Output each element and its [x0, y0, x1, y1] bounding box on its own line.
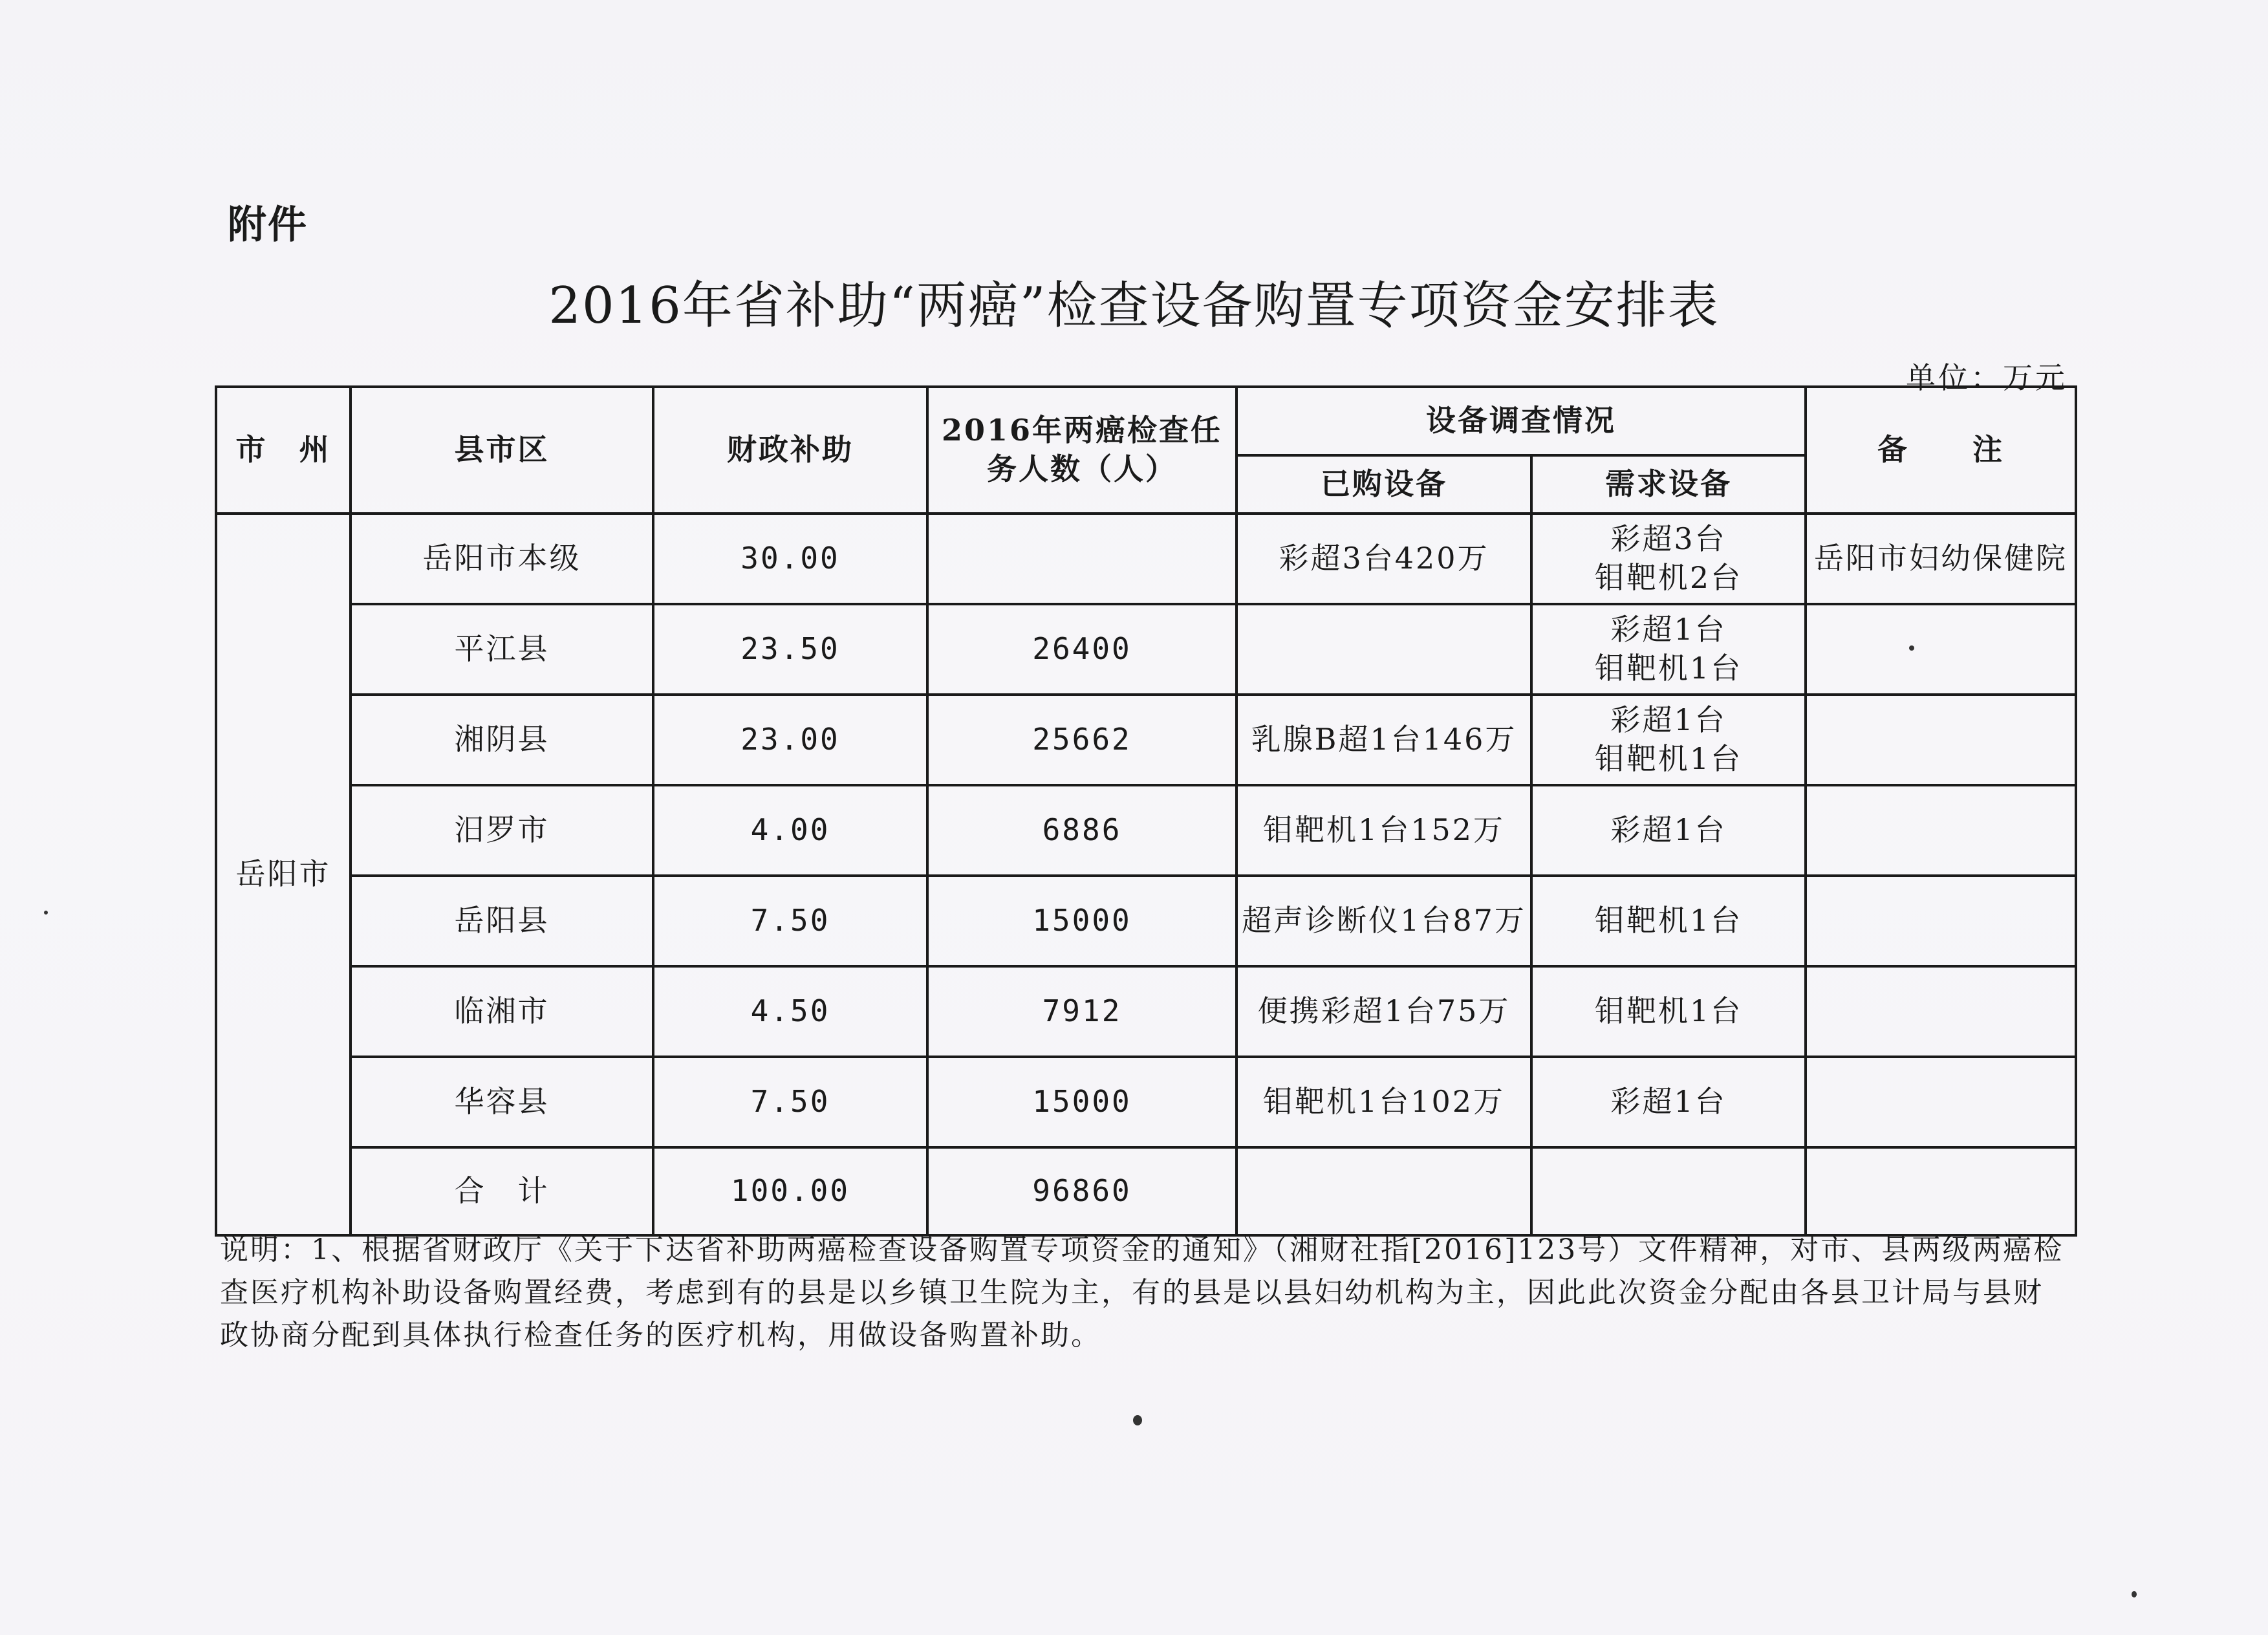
purchased-cell: 便携彩超1台75万	[1237, 966, 1531, 1057]
header-remark: 备 注	[1806, 387, 2076, 514]
purchased-cell: 彩超3台420万	[1237, 514, 1531, 604]
subsidy-cell: 7.50	[653, 876, 927, 966]
county-cell: 汨罗市	[351, 785, 653, 876]
remark-cell	[1806, 785, 2076, 876]
scan-speck	[1909, 645, 1914, 651]
header-task-count: 2016年两癌检查任务人数（人）	[927, 387, 1237, 514]
table-row	[216, 695, 2076, 785]
needed-line: 钼靶机1台	[1594, 741, 1743, 776]
needed-cell	[1531, 876, 1806, 966]
subsidy-cell: 4.00	[653, 785, 927, 876]
header-row-1	[216, 387, 2076, 455]
needed-cell	[1531, 514, 1806, 604]
task-cell: 15000	[927, 876, 1237, 966]
subsidy-cell: 100.00	[653, 1147, 927, 1235]
subsidy-cell: 23.00	[653, 695, 927, 785]
purchased-cell	[1237, 604, 1531, 695]
task-cell: 25662	[927, 695, 1237, 785]
county-cell: 临湘市	[351, 966, 653, 1057]
needed-line: 钼靶机2台	[1594, 560, 1743, 595]
remark-cell: 岳阳市妇幼保健院	[1806, 514, 2076, 604]
attachment-label: 附件	[228, 202, 308, 248]
needed-line: 彩超1台	[1610, 1084, 1727, 1120]
total-row	[216, 1147, 2076, 1235]
table-row	[216, 876, 2076, 966]
county-cell: 湘阴县	[351, 695, 653, 785]
needed-line: 彩超1台	[1610, 702, 1727, 738]
needed-line: 彩超1台	[1610, 812, 1727, 848]
subsidy-cell: 30.00	[653, 514, 927, 604]
table-row	[216, 966, 2076, 1057]
county-cell: 合 计	[351, 1147, 653, 1235]
task-cell: 26400	[927, 604, 1237, 695]
unit-label: 单位：万元	[1906, 360, 2068, 395]
task-cell: 7912	[927, 966, 1237, 1057]
county-cell: 平江县	[351, 604, 653, 695]
footnote: 说明：1、根据省财政厅《关于下达省补助两癌检查设备购置专项资金的通知》（湘财社指[2016]123号）文件精神，对市、县两级两癌检查医疗机构补助设备购置经费，考虑到有的县是以乡镇卫生院为主，有的县是以县妇幼机构为主，因此此次资金分配由各县卫计局与县财政协商分配到具体执行检查任务的医疗机构，用做设备购置补助。	[220, 1233, 2064, 1352]
needed-cell	[1531, 785, 1806, 876]
remark-cell	[1806, 695, 2076, 785]
county-cell: 岳阳市本级	[351, 514, 653, 604]
purchased-cell: 乳腺B超1台146万	[1237, 695, 1531, 785]
task-cell: 15000	[927, 1057, 1237, 1147]
needed-cell	[1531, 1057, 1806, 1147]
needed-line: 彩超1台	[1610, 612, 1727, 647]
needed-line: 彩超3台	[1610, 521, 1727, 557]
header-subsidy: 财政补助	[653, 387, 927, 514]
header-county: 县市区	[351, 387, 653, 514]
county-cell: 岳阳县	[351, 876, 653, 966]
purchased-cell: 超声诊断仪1台87万	[1237, 876, 1531, 966]
remark-cell	[1806, 876, 2076, 966]
subsidy-cell: 7.50	[653, 1057, 927, 1147]
city-cell: 岳阳市	[216, 514, 351, 1235]
scan-speck	[2132, 1591, 2137, 1597]
scan-speck	[44, 911, 48, 915]
needed-cell	[1531, 1147, 1806, 1235]
needed-cell	[1531, 604, 1806, 695]
needed-line: 钼靶机1台	[1594, 651, 1743, 686]
scan-speck	[1133, 1415, 1142, 1425]
document-title: 2016年省补助“两癌”检查设备购置专项资金安排表	[548, 277, 1720, 335]
purchased-cell: 钼靶机1台152万	[1237, 785, 1531, 876]
purchased-cell: 钼靶机1台102万	[1237, 1057, 1531, 1147]
task-cell	[927, 514, 1237, 604]
header-equipment-survey: 设备调查情况	[1237, 387, 1806, 455]
remark-cell	[1806, 1057, 2076, 1147]
subsidy-cell: 4.50	[653, 966, 927, 1057]
table-row	[216, 1057, 2076, 1147]
needed-line: 钼靶机1台	[1594, 993, 1743, 1029]
task-cell: 96860	[927, 1147, 1237, 1235]
table-row	[216, 514, 2076, 604]
needed-line: 钼靶机1台	[1594, 903, 1743, 938]
table-row	[216, 604, 2076, 695]
remark-cell	[1806, 1147, 2076, 1235]
table-row	[216, 785, 2076, 876]
remark-cell	[1806, 604, 2076, 695]
header-city: 市 州	[216, 387, 351, 514]
remark-cell	[1806, 966, 2076, 1057]
header-needed: 需求设备	[1531, 455, 1806, 514]
header-purchased: 已购设备	[1237, 455, 1531, 514]
subsidy-cell: 23.50	[653, 604, 927, 695]
county-cell: 华容县	[351, 1057, 653, 1147]
needed-cell	[1531, 695, 1806, 785]
allocation-table	[215, 385, 2077, 1237]
purchased-cell	[1237, 1147, 1531, 1235]
task-cell: 6886	[927, 785, 1237, 876]
needed-cell	[1531, 966, 1806, 1057]
